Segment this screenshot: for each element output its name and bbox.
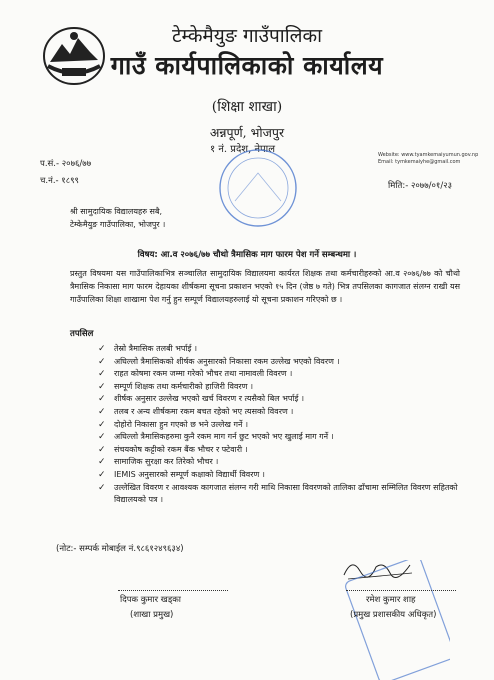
checkmark-icon: ✓: [98, 432, 106, 443]
checkmark-icon: ✓: [98, 419, 106, 430]
signature-line-2: [346, 590, 456, 591]
body-paragraph: प्रस्तुत विषयमा यस गाउँपालिकाभित्र सञ्चालित सामुदायिक विद्यालयमा कार्यरत शिक्षक तथा कर्मचारीहरुको आ.व २०७६/७७ को चौथो त्रैमासिक निकासा माग फारम देहायका शीर्षकमा सूचना प्रकाशन भएको १५ दिन (जेष्ठ ७ गते) भित्र तपसिलका कागजात संलग्न राखी यस गाउँपालिका शिक्षा शाखामा पेश गर्नु हुन सम्पूर्ण विद्यालयहरुलाई यो सूचना प्रकाशन गरिएको छ ।: [70, 269, 460, 304]
contact-note: (नोट:- सम्पर्क मोबाईल नं.९८६१२४९६३४): [56, 544, 184, 554]
list-item: ✓ तलब र अन्य शीर्षकमा रकम बचत रहेको भए त्यसको विवरण ।: [98, 406, 294, 417]
branch-name: (शिक्षा शाखा): [211, 99, 283, 115]
list-item: ✓ उल्लेखित विवरण र आवश्यक कागजात संलग्न गरी माथि निकासा विवरणको तालिका ढाँचामा सम्मिलित विवरण सहितको विद्यालयको पत्र ।: [98, 482, 458, 504]
municipality-name: टेम्केमैयुङ गाउँपालिका: [171, 25, 323, 47]
signatory-name-2: रमेश कुमार शाह: [366, 595, 416, 605]
checkmark-icon: ✓: [98, 344, 106, 354]
list-item: ✓ संचयकोष कट्टीको रकम बैंक भौचर र फ्टेवारी ।: [98, 444, 248, 455]
location: अन्नपूर्ण, भोजपुर: [209, 125, 285, 140]
office-seal: [213, 143, 303, 233]
checkmark-icon: ✓: [98, 381, 106, 392]
checkmark-icon: ✓: [98, 369, 106, 380]
dispatch-number: च.नं.- १८९९: [40, 176, 79, 186]
letter-date: मिति:- २०७७/०१/२३: [388, 181, 453, 191]
fiscal-year-ref: प.सं.- २०७६/७७: [40, 159, 92, 169]
subject-line: विषय: आ.व २०७६/७७ चौथो त्रैमासिक माग फारम पेश गर्ने सम्बन्धमा ।: [137, 250, 357, 260]
province: १ नं. प्रदेश, नेपाल: [210, 144, 276, 155]
contact-info: [378, 152, 478, 166]
checkmark-icon: ✓: [98, 356, 106, 367]
details-heading: तपसिल: [70, 329, 94, 339]
recipient-line-1: श्री सामुदायिक विद्यालयहरु सबै,: [70, 207, 163, 216]
signature-line-1: [118, 590, 228, 591]
list-item: ✓ तेस्रो त्रैमासिक तलबी भर्पाई ।: [98, 344, 198, 354]
list-item: ✓ राहत कोषमा रकम जम्मा गरेको भौचर तथा नामावली विवरण ।: [98, 369, 293, 380]
list-item: ✓ शीर्षक अनुसार उल्लेख भएको खर्च विवरण र त्यसैको बिल भर्पाई ।: [98, 394, 305, 405]
recipient-line-2: टेम्केमैयुङ गाउँपालिका, भोजपुर ।: [70, 220, 166, 229]
signatory-name-1: दिपक कुमार खड्का: [120, 595, 181, 605]
checkmark-icon: ✓: [98, 457, 106, 468]
list-item: ✓ अघिल्लो त्रैमासिकको शीर्षक अनुसारको निकासा रकम उल्लेख भएको विवरण ।: [98, 356, 340, 367]
checkmark-icon: ✓: [98, 482, 106, 493]
list-item: ✓ दोहोरो निकासा हुन गएको छ भने उल्लेख गर्ने ।: [98, 419, 248, 430]
checkmark-icon: ✓: [98, 406, 106, 417]
cao-seal: [340, 560, 450, 680]
signatory-role-1: (शाखा प्रमुख): [130, 610, 174, 620]
email: Email: tymkemaiyhe@gmail.com: [378, 159, 461, 165]
list-item: ✓ सम्पूर्ण शिक्षक तथा कर्मचारीको हाजिरी विवरण ।: [98, 381, 254, 392]
document-checklist: [98, 343, 468, 506]
signatory-role-2: (प्रमुख प्रशासकीय अधिकृत): [350, 610, 437, 620]
list-item: ✓ IEMIS अनुसारको सम्पूर्ण कक्षाको विद्यार्थी विवरण ।: [98, 469, 265, 480]
checkmark-icon: ✓: [98, 469, 106, 480]
list-item: ✓ सामाजिक सुरक्षा कर तिरेको भौचर ।: [98, 457, 219, 468]
list-item: ✓ अघिल्लो त्रैमासिकहरुमा कुनै रकम माग गर्न छुट भएको भए खुलाई माग गर्ने ।: [98, 432, 334, 443]
website: Website: www.tyamkemaiyumun.gov.np: [378, 152, 479, 158]
office-title: गाउँ कार्यपालिकाको कार्यालय: [110, 51, 384, 80]
checkmark-icon: ✓: [98, 444, 106, 455]
checkmark-icon: ✓: [98, 394, 106, 405]
